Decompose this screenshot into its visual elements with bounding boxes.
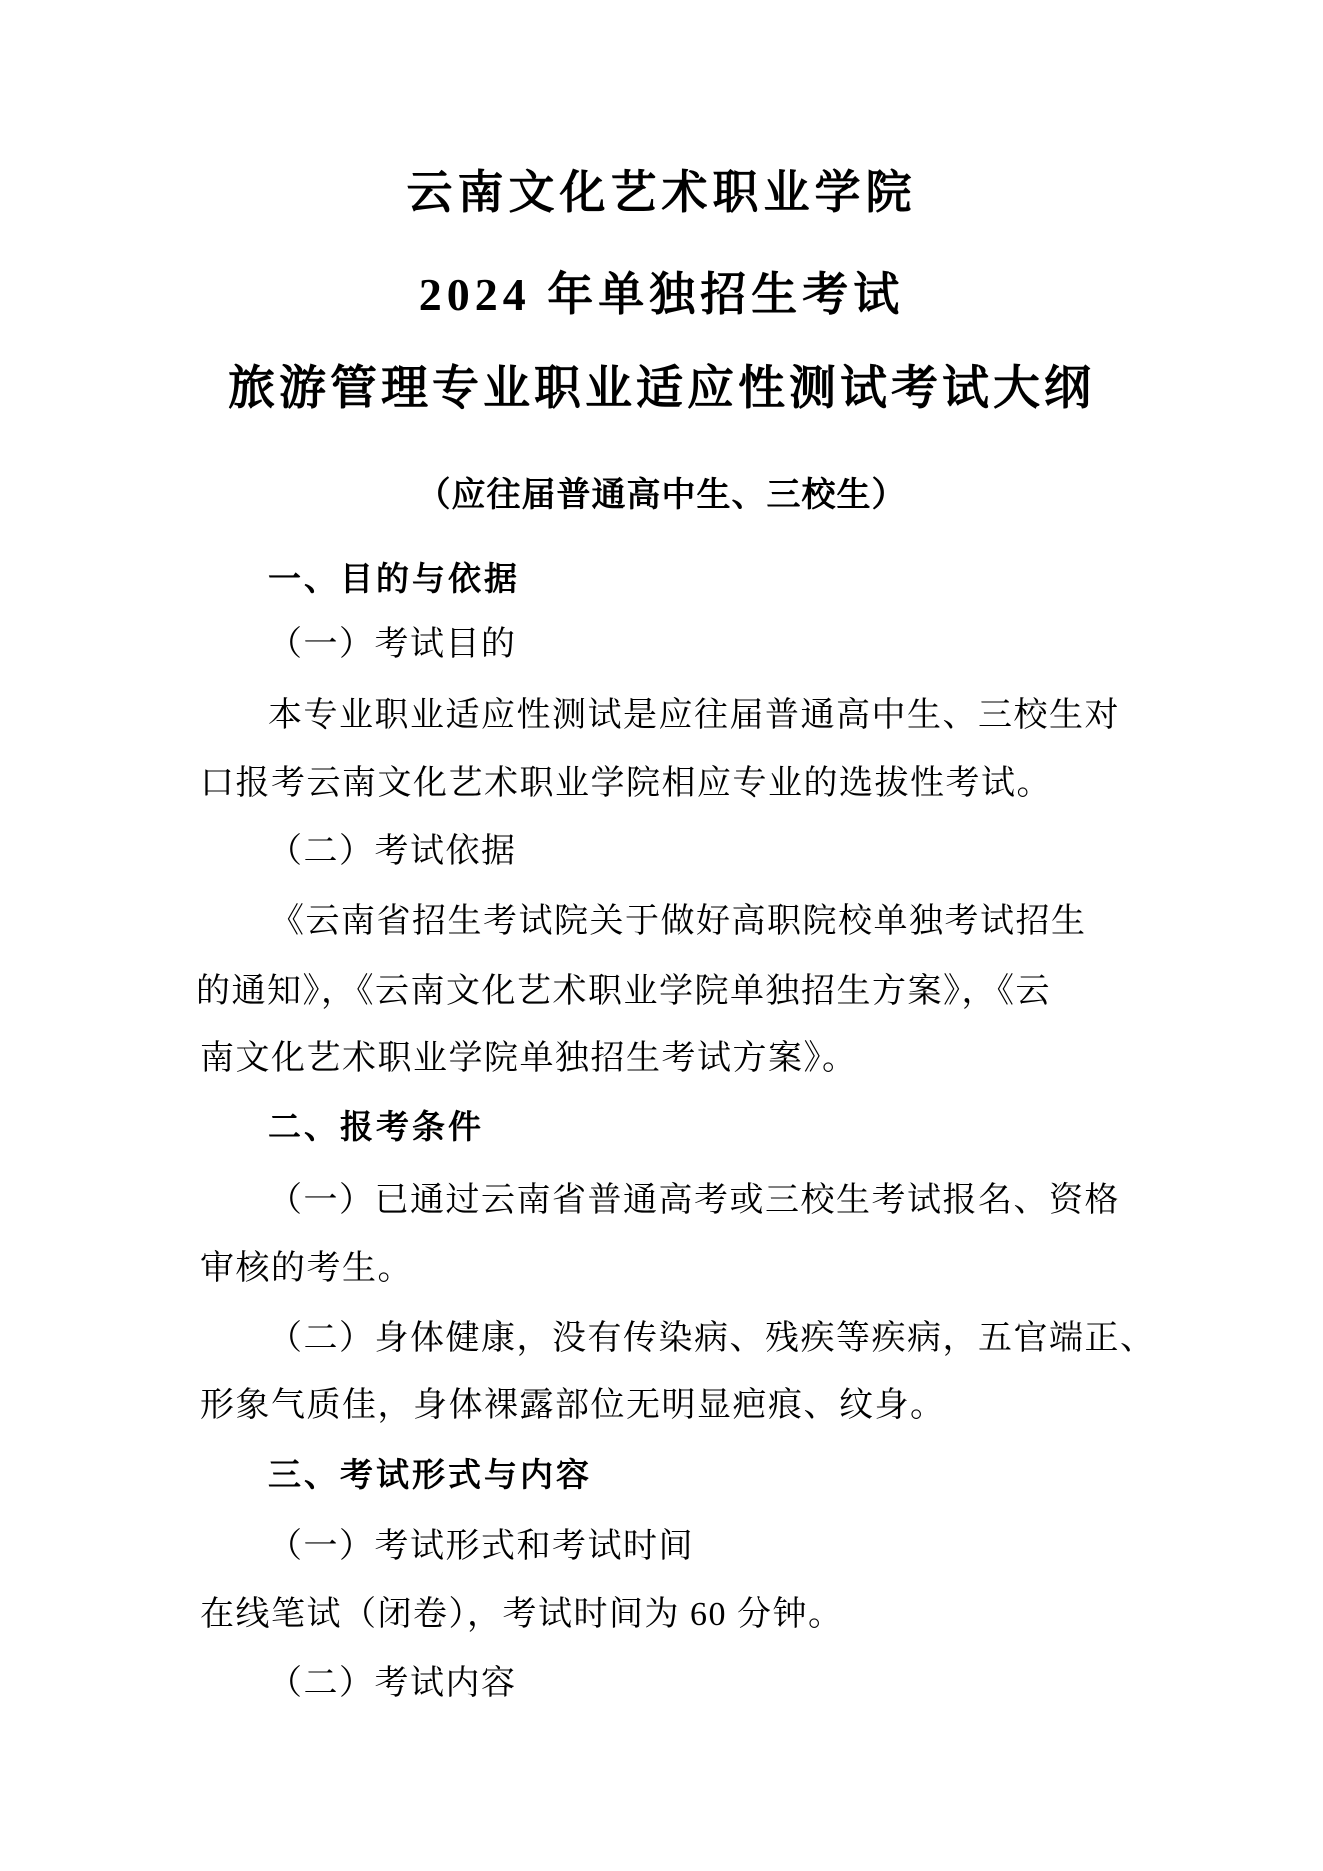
section-2-heading: 二、报考条件 (268, 1108, 484, 1145)
doc-title-line-2: 2024 年单独招生考试 (418, 269, 905, 320)
paragraph-line: 南文化艺术职业学院单独招生考试方案》。 (200, 1040, 858, 1077)
paragraph-line: （一）已通过云南省普通高考或三校生考试报名、资格 (268, 1182, 1120, 1219)
section-1-heading: 一、目的与依据 (268, 560, 520, 597)
paragraph-line: 口报考云南文化艺术职业学院相应专业的选拔性考试。 (200, 765, 1052, 802)
paragraph-line: 的通知》，《云南文化艺术职业学院单独招生方案》，《云 (196, 973, 1051, 1010)
doc-title-line-1: 云南文化艺术职业学院 (406, 167, 917, 218)
paragraph-line: （二）身体健康，没有传染病、残疾等疾病，五官端正、 (268, 1320, 1156, 1357)
paragraph-line: 审核的考生。 (200, 1250, 413, 1287)
paragraph-line: 《云南省招生考试院关于做好高职院校单独考试招生 (270, 903, 1087, 940)
paragraph-line: 本专业职业适应性测试是应往届普通高中生、三校生对 (268, 697, 1120, 734)
paragraph-line: 在线笔试（闭卷），考试时间为 60 分钟。 (200, 1596, 844, 1633)
section-1-subheading-2: （二）考试依据 (268, 833, 517, 870)
paragraph-line: 形象气质佳，身体裸露部位无明显疤痕、纹身。 (200, 1387, 946, 1424)
doc-subtitle: （应往届普通高中生、三校生） (416, 477, 907, 514)
section-1-subheading-1: （一）考试目的 (268, 626, 517, 663)
section-3-heading: 三、考试形式与内容 (268, 1456, 592, 1493)
doc-title-line-3: 旅游管理专业职业适应性测试考试大纲 (228, 363, 1095, 415)
section-3-subheading-1: （一）考试形式和考试时间 (268, 1528, 694, 1565)
section-3-subheading-2: （二）考试内容 (268, 1665, 517, 1702)
